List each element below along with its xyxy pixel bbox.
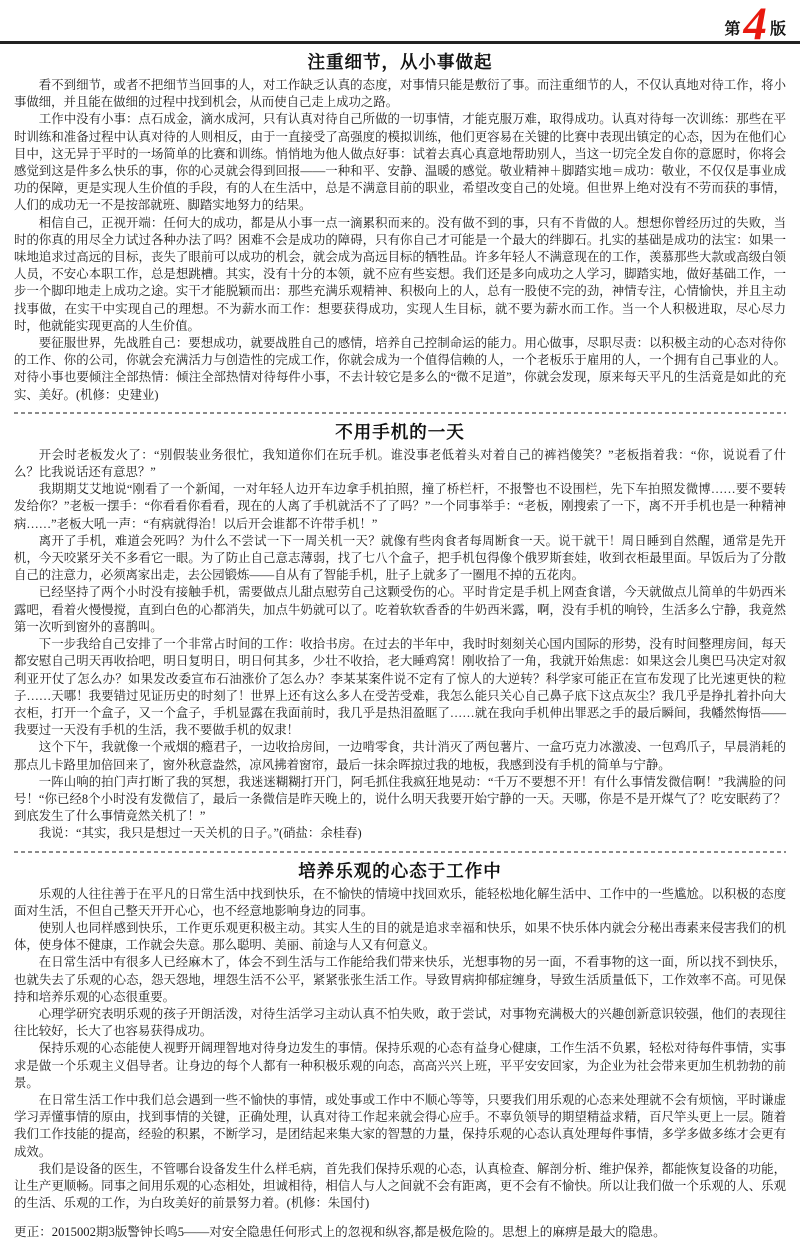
article-paragraph: 我期期艾艾地说“刚看了一个新闻，一对年轻人边开车边拿手机拍照，撞了桥栏杆，不报警也不设围栏，先下车拍照发微博……要不要转发给你？”老板一摆手：“你看看你看看，现在的人离了手机就活不了了吗？”一个同事举手：“老板，刚搜索了一下，离不开手机也是一种精神病……”老板大吼一声：“有病就得治！以后开会谁都不许带手机！” xyxy=(14,482,786,531)
article-details xyxy=(14,49,786,404)
article-paragraph: 乐观的人往往善于在平凡的日常生活中找到快乐，在不愉快的情境中找回欢乐，能轻松地化解生活中、工作中的一些尴尬。以积极的态度面对生活，不但自己整天开开心心，也不经意地影响身边的同事。 xyxy=(14,886,786,918)
article-paragraph: 一阵山响的拍门声打断了我的冥想，我迷迷糊糊打开门，阿毛抓住我疯狂地晃动：“千万不要想不开！有什么事情发微信啊！”我满脸的问号！“你已经8个小时没有发微信了，最后一条微信是昨天晚上的，说什么明天我要开始宁静的一天。天哪，你是不是开煤气了？吃安眠药了？到底发生了什么事情竟然关机了！” xyxy=(14,774,786,824)
article-paragraph: 我说：“其实，我只是想过一天关机的日子。”(硝盐：余桂春) xyxy=(38,826,362,841)
edition-prefix: 第 xyxy=(724,21,741,38)
article-paragraph: 离开了手机，难道会死吗？为什么不尝试一下一周关机一天？就像有些肉食者每周断食一天。说干就干！周日睡到自然醒，通常是先开机，今天咬紧牙关不多看它一眼。为了防止自己意志薄弱，找了七八个盒子，把手机包得像个俄罗斯套娃，收到衣柜最里面。早饭后为了分散自己的注意力，必须离家出走，去公园锻炼——自从有了智能手机，肚子上就多了一圈甩不掉的五花肉。 xyxy=(14,533,786,583)
article-paragraph: 保持乐观的心态能使人视野开阔理智地对待身边发生的事情。保持乐观的心态有益身心健康，工作生活不负累，轻松对待每件事情，实事求是做一个乐观主义倡导者。让身边的每个人都有一种积极乐观的向态，高高兴兴上班，平平安安回家，为企业为社会带来更加生机勃勃的前景。 xyxy=(14,1041,786,1090)
article-paragraph: 看不到细节，或者不把细节当回事的人，对工作缺乏认真的态度，对事情只能是敷衍了事。而注重细节的人，不仅认真地对待工作，将小事做细，并且能在做细的过程中找到机会，从而使自己走上成功之路。 xyxy=(14,78,786,110)
article-paragraph: 使别人也同样感到快乐，工作更乐观更积极主动。其实人生的目的就是追求幸福和快乐，如果不快乐体内就会分秘出毒素来侵害我们的机体，使身体不健康，工作就会失意。那么聪明、美丽、前途与人又有何意义。 xyxy=(14,920,786,953)
edition-label xyxy=(724,0,786,51)
article-paragraph: 这个下午，我就像一个戒烟的瘾君子，一边收拾房间，一边啃零食，共计消灭了两包薯片、一盒巧克力冰激凌、一包鸡爪子，早晨消耗的那点儿卡路里加倍回来了，窗外秋意盎然，凉风拂着窗帘，最后一抹余晖掠过我的地板，我感到没有手机的简单与宁静。 xyxy=(14,740,786,772)
article-paragraph: 在日常生活工作中我们总会遇到一些不愉快的事情，或处事或工作中不顺心等等，只要我们用乐观的心态来处理就不会有烦恼，平时谦虚学习弄懂事情的原由，找到事情的关键，正确处理，认真对待工作起来就会得心应手。不辜负领导的期望精益求精，百尺竿头更上一层。随着我们工作技能的提高，经验的积累，不断学习，是团结起来集大家的智慧的力量，保持乐观的心态认真处理每件事情，多学多做多练才会更有成效。 xyxy=(14,1092,786,1159)
article-paragraph: 已经坚持了两个小时没有接触手机，需要做点儿甜点慰劳自己这颗受伤的心。平时肯定是手机上网查食谱，今天就做点儿简单的牛奶西米露吧，看着火慢慢搅，直到白色的心都消失，加点牛奶就可以了。吃着软软香香的牛奶西米露，啊，没有手机的响铃，生活多么宁静，我竟然第一次听到窗外的喜鹊叫。 xyxy=(14,585,786,634)
article-paragraph: 工作中没有小事：点石成金，滴水成河，只有认真对待自己所做的一切事情，才能克服万难，取得成功。认真对待每一次训练：那些在平时训练和准备过程中认真对待的人则相反，由于一直接受了高强度的模拟训练，他们更容易在关键的比赛中表现出镇定的心态，因为在他们心目中，这无异于平时的一场简单的比赛和训练。悄悄地为他人做点好事：试着去真心真意地帮助别人，当这一切完全发自你的意愿时，你将会感觉到这是件多么快乐的事，你的心灵就会得到回报——一种和平、安静、温暖的感觉。敬业精神＋脚踏实地＝成功：敬业，不仅仅是事业成功的保障，更是实现人生价值的手段，有的人在生活中，总是不满意目前的职业，希望改变自己的处境。但世界上绝对没有不劳而获的事情，人们的成功无一不是按部就班、脚踏实地努力的结果。 xyxy=(14,112,786,213)
article-title: 不用手机的一天 xyxy=(335,421,465,442)
edition-number: 4 xyxy=(743,0,767,51)
article-paragraph: 下一步我给自己安排了一个非常占时间的工作：收拾书房。在过去的半年中，我时时刻刻关心国内国际的形势，没有时间整理房间，每天都安慰自己明天再收拾吧，明日复明日，明日何其多，少壮不收拾，老大睡鸡窝！刚收拾了一角，我就开始焦虑：如果这会儿奥巴马决定对叙利亚开仗了怎么办？如果发改委宣布石油涨价了怎么办？李某某案件说不定有了惊人的大逆转？科学家可能正在宣布发现了比光速更快的粒子……天哪！我要错过见证历史的时刻了！世界上还有这么多人在受苦受难，我怎么能只关心自己鼻子底下这点灰尘？我几乎是挣扎着扑向大衣柜，打开一个盒子，又一个盒子，手机显露在我面前时，我几乎是热泪盈眶了……就在我向手机伸出罪恶之手的最后瞬间，我幡然悔悟——我要过一天没有手机的生活，我不要做手机的奴隶！ xyxy=(14,637,786,738)
page-content xyxy=(0,49,800,1241)
article-no-phone-day xyxy=(14,419,786,843)
article-paragraph: 开会时老板发火了：“别假装业务很忙，我知道你们在玩手机。谁没事老低着头对着自己的裤裆傻笑？”老板指着我：“你，说说看了什么？比我说话还有意思？” xyxy=(14,447,786,480)
article-title: 培养乐观的心态于工作中 xyxy=(298,860,502,881)
article-paragraph: 要征服世界，先战胜自己：要想成功，就要战胜自己的感情，培养自己控制命运的能力。用心做事，尽职尽责：以积极主动的心态对待你的工作、你的公司，你就会充满活力与创造性的完成工作，你就会成为一个值得信赖的人，一个老板乐于雇用的人，一个拥有自己事业的人。对待小事也要倾注全部热情：倾注全部热情对待每件小事，不去计较它是多么的“微不足道”，你就会发现，原来每天平凡的生活竟是如此的充实、美好。(机修：史建业) xyxy=(14,336,786,402)
article-separator xyxy=(14,411,786,414)
article-paragraph: 心理学研究表明乐观的孩子开朗活泼，对待生活学习主动认真不怕失败，敢于尝试，对事物充满极大的兴趣创新意识较强，他们的表现往往比较好，长大了也容易获得成功。 xyxy=(14,1006,786,1039)
article-title: 注重细节，从小事做起 xyxy=(307,52,493,72)
article-paragraph: 我们是设备的医生，不管哪台设备发生什么样毛病，首先我们保持乐观的心态，认真检查、解剖分析、维护保养，都能恢复设备的功能，让生产更顺畅。同事之间用乐观的心态相处，坦诚相待，相信人与人之间就不会有距离，更不会有不愉快。所以让我们做一个乐观的人、乐观的生活、乐观的工作，为白玫美好的前景努力着。(机修：朱国付) xyxy=(14,1161,786,1211)
article-optimism xyxy=(14,858,786,1213)
article-separator xyxy=(14,850,786,853)
article-paragraph: 在日常生活中有很多人已经麻木了，体会不到生活与工作能给我们带来快乐，光想事物的另一面，不看事物的这一面，所以找不到快乐，也就失去了乐观的心态，怨天怨地，埋怨生活不公平，紧紧张张生活工作。导致胃病抑郁症缠身，导致生活质量低下，工作效率不高。可见保持和培养乐观的心态很重要。 xyxy=(14,955,786,1004)
masthead xyxy=(0,0,800,51)
article-paragraph: 相信自己，正视开端：任何大的成功，都是从小事一点一滴累积而来的。没有做不到的事，只有不肯做的人。想想你曾经历过的失败，当时的你真的用尽全力试过各种办法了吗？困难不会是成功的障碍，只有你自己才可能是一个最大的绊脚石。扎实的基础是成功的法宝：如果一味地追求过高远的目标，丧失了眼前可以成功的机会，就会成为高远目标的牺牲品。许多年轻人不满意现在的工作，羡慕那些大款或高级白领人员，不安心本职工作，总是想跳槽。其实，没有十分的本领，就不应有些妄想。我们还是多向成功之人学习，脚踏实地，做好基础工作，一步一个脚印地走上成功之途。实干才能脱颖而出：那些充满乐观精神、积极向上的人，总有一股使不完的劲，神情专注，心情愉快，并且主动找事做，在实干中实现自己的理想。不为薪水而工作：想要获得成功，实现人生目标，就不要为薪水而工作。当一个人积极进取，尽心尽力时，他就能实现更高的人生价值。 xyxy=(14,215,786,333)
correction-note: 更正：2015002期3版警钟长鸣5——对安全隐患任何形式上的忽视和纵容,都是极危险的。思想上的麻痹是最大的隐患。 xyxy=(14,1225,666,1240)
edition-suffix: 版 xyxy=(769,21,786,38)
